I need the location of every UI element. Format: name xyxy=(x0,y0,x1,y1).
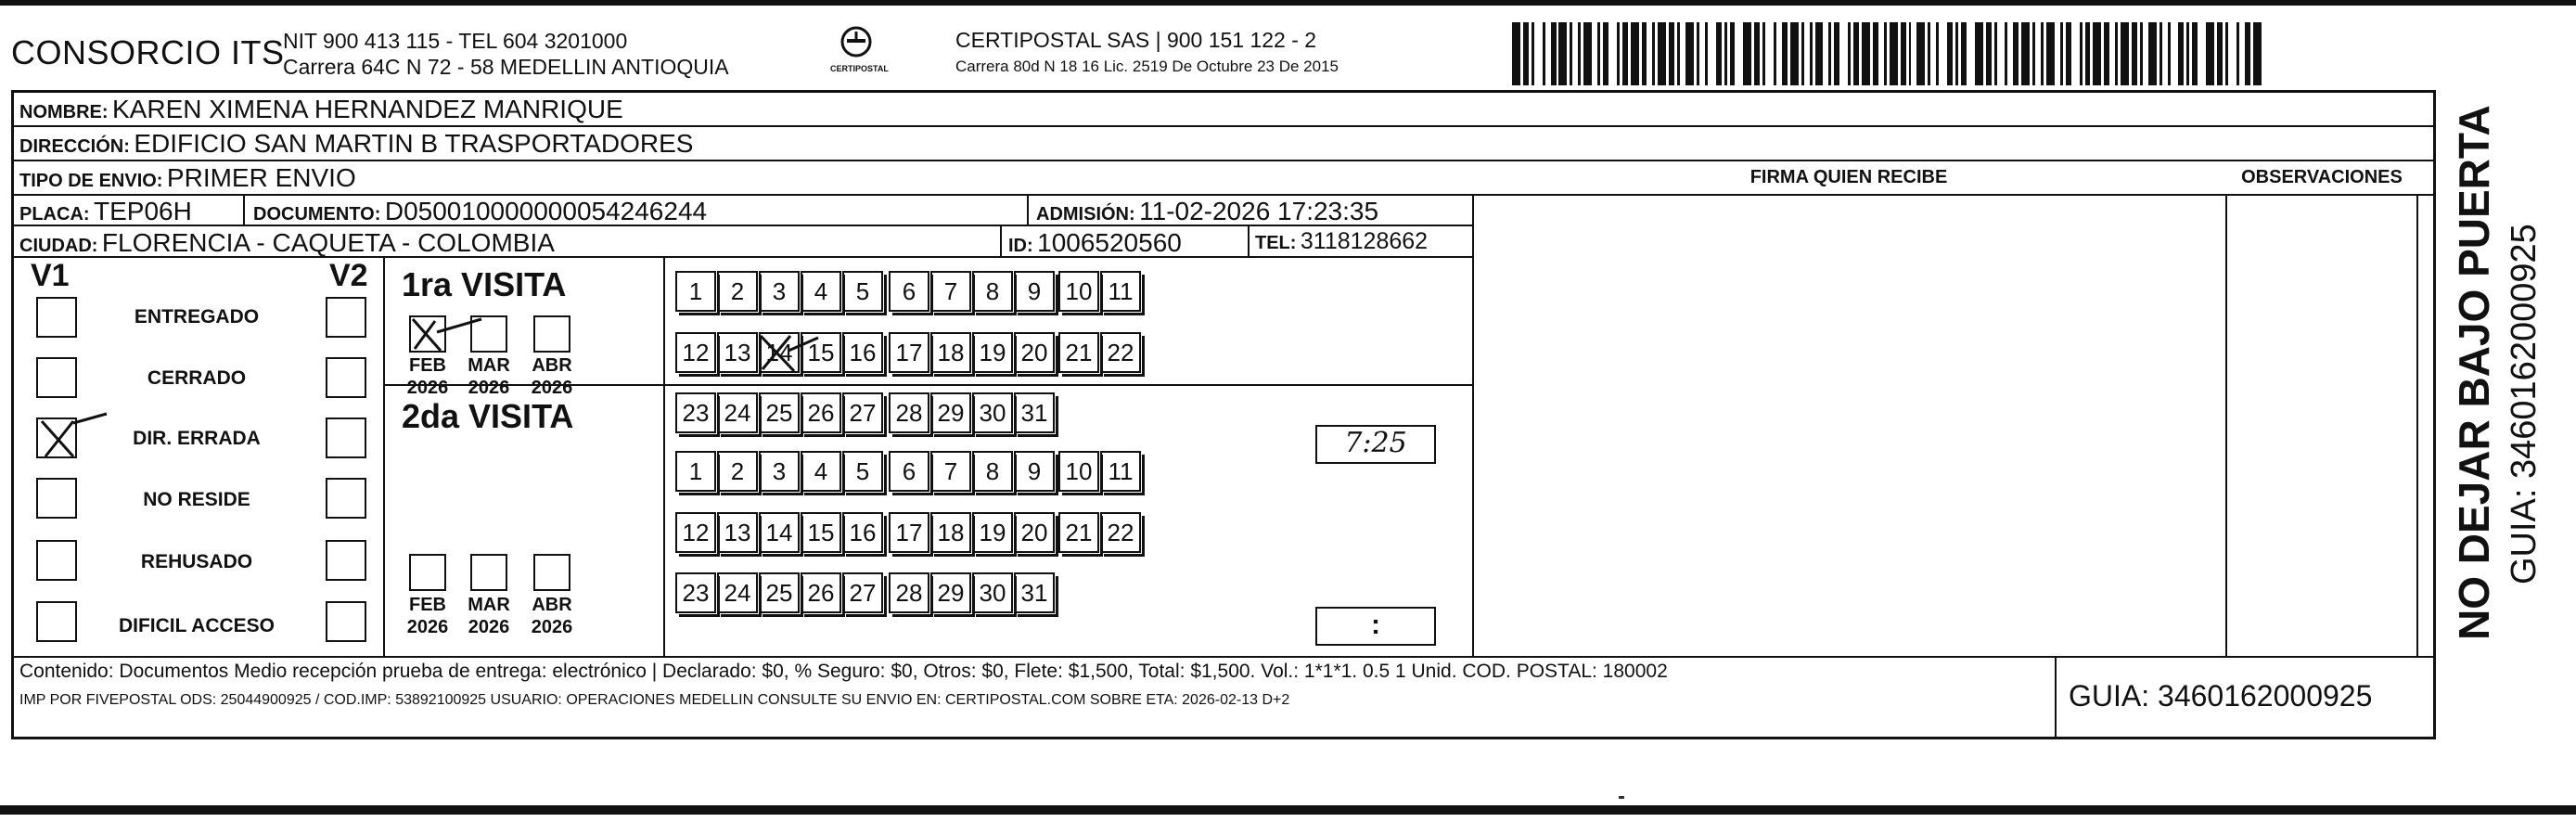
day-number: 26 xyxy=(807,398,835,427)
id-value: 1006520560 xyxy=(1037,228,1182,257)
day-number: 17 xyxy=(895,518,923,546)
first-visit-day-8[interactable] xyxy=(972,271,1013,312)
barcode-gap xyxy=(1997,22,2006,85)
day-number: 3 xyxy=(772,276,787,305)
day-number: 22 xyxy=(1107,518,1134,546)
courier-name: CERTIPOSTAL SAS | 900 151 122 - 2 xyxy=(955,28,1317,52)
day-number: 6 xyxy=(902,276,916,305)
second-visit-day-25[interactable] xyxy=(759,572,800,613)
day-number: 29 xyxy=(937,398,965,427)
second-month-mar xyxy=(459,594,519,638)
month-year: 2026 xyxy=(531,617,573,637)
first-visit-day-9[interactable] xyxy=(1014,271,1055,312)
first-visit-day-14[interactable] xyxy=(759,332,800,373)
first-visit-day-15[interactable] xyxy=(801,332,841,373)
day-number: 15 xyxy=(807,338,835,366)
document-label: DOCUMENTO: xyxy=(253,204,381,225)
document-field xyxy=(253,197,707,226)
company-name: CONSORCIO ITS xyxy=(11,33,285,71)
v2-checkbox-entregado[interactable] xyxy=(326,297,366,338)
v2-checkbox-cerrado[interactable] xyxy=(326,357,366,398)
first-visit-day-18[interactable] xyxy=(930,332,971,373)
barcode-bar xyxy=(1558,22,1567,85)
logo-icon xyxy=(838,26,875,59)
shipment-type: PRIMER ENVIO xyxy=(166,163,356,192)
day-number: 3 xyxy=(772,456,787,485)
barcode-bar xyxy=(2121,22,2129,85)
day-number: 13 xyxy=(724,338,751,366)
day-number: 12 xyxy=(682,518,710,546)
barcode-gap xyxy=(1534,22,1543,85)
day-number: 22 xyxy=(1107,338,1134,366)
barcode xyxy=(1512,22,2262,85)
v2-header: V2 xyxy=(329,258,368,293)
barcode-gap xyxy=(2071,22,2080,85)
id-label: ID: xyxy=(1008,236,1033,256)
day-number: 17 xyxy=(895,338,923,366)
status-dir-errada: DIR. ERRADA xyxy=(133,428,261,449)
status-entregado: ENTREGADO xyxy=(134,306,260,328)
first-visit-day-19[interactable] xyxy=(972,332,1013,373)
day-number: 30 xyxy=(979,398,1006,427)
second-visit-day-1[interactable] xyxy=(675,451,716,492)
barcode-bar xyxy=(1815,22,1824,85)
day-number: 24 xyxy=(724,578,751,607)
tel-label: TEL: xyxy=(1255,233,1297,253)
first-visit-day-26[interactable] xyxy=(801,392,841,433)
city-value: FLORENCIA - CAQUETA - COLOMBIA xyxy=(101,228,555,257)
shipping-form xyxy=(11,90,2436,739)
recipient-name: KAREN XIMENA HERNANDEZ MANRIQUE xyxy=(112,95,623,123)
day-number: 8 xyxy=(985,456,1000,485)
second-visit-day-3[interactable] xyxy=(759,451,800,492)
day-number: 4 xyxy=(814,456,828,485)
month-label: FEB xyxy=(409,595,446,615)
month-year: 2026 xyxy=(468,378,510,398)
footer-contents: Contenido: Documentos Medio recepción prueba de entrega: electrónico | Declarado: $0, % Seguro: $0, Otros: $0, Flete: $1,500, Total: $1,500. Vol.: 1*1*1. 0.5 1 Unid. COD. POSTAL: 180002 xyxy=(19,661,1668,682)
second-visit-day-30[interactable] xyxy=(972,572,1013,613)
top-border xyxy=(0,0,2576,6)
month-year: 2026 xyxy=(531,378,573,398)
month-year: 2026 xyxy=(468,617,510,637)
barcode-gap xyxy=(1708,22,1716,85)
first-visit-day-25[interactable] xyxy=(759,392,800,433)
barcode-bar xyxy=(2206,22,2214,85)
second-visit-day-20[interactable] xyxy=(1014,512,1055,553)
day-number: 24 xyxy=(724,398,751,427)
name-label: NOMBRE: xyxy=(19,102,109,122)
first-visit-day-2[interactable] xyxy=(717,271,758,312)
second-visit-day-5[interactable] xyxy=(842,451,883,492)
second-visit-day-7[interactable] xyxy=(930,451,971,492)
barcode-bar xyxy=(2148,22,2157,85)
day-number: 16 xyxy=(849,338,877,366)
barcode-bar xyxy=(1631,22,1639,85)
first-visit-day-13[interactable] xyxy=(717,332,758,373)
day-number: 1 xyxy=(688,456,703,485)
day-number: 31 xyxy=(1020,398,1048,427)
bottom-border xyxy=(0,805,2576,815)
name-row xyxy=(19,95,623,124)
month-label: MAR xyxy=(468,595,510,615)
day-number: 20 xyxy=(1020,338,1048,366)
first-visit-day-21[interactable] xyxy=(1058,332,1099,373)
city-field xyxy=(19,228,555,258)
second-visit-month-abr-checkbox[interactable] xyxy=(533,554,570,591)
first-visit-month-mar-checkbox[interactable] xyxy=(470,315,507,353)
barcode-bar xyxy=(1658,22,1666,85)
day-number: 9 xyxy=(1027,456,1042,485)
shipment-type-row xyxy=(19,163,356,193)
admission-field xyxy=(1036,197,1378,226)
first-visit-day-11[interactable] xyxy=(1100,271,1141,312)
v2-checkbox-rehusado[interactable] xyxy=(326,540,366,581)
company-nit: NIT 900 413 115 - TEL 604 3201000 xyxy=(283,29,628,53)
admission-value: 11-02-2026 17:23:35 xyxy=(1139,197,1379,225)
barcode-bar xyxy=(1916,22,1925,85)
second-visit-day-22[interactable] xyxy=(1100,512,1141,553)
day-number: 14 xyxy=(765,518,793,546)
barcode-gap xyxy=(1939,22,1947,85)
day-number: 5 xyxy=(855,276,870,305)
day-number: 7 xyxy=(943,276,958,305)
day-number: 9 xyxy=(1027,276,1042,305)
status-no-reside: NO RESIDE xyxy=(143,489,250,510)
plate-label: PLACA: xyxy=(19,204,90,225)
month-year: 2026 xyxy=(406,617,449,637)
day-number: 28 xyxy=(895,398,923,427)
second-visit-day-26[interactable] xyxy=(801,572,841,613)
day-number: 15 xyxy=(807,518,835,546)
barcode-bar xyxy=(1512,22,1520,85)
second-visit-day-16[interactable] xyxy=(842,512,883,553)
day-number: 1 xyxy=(688,276,703,305)
document-value: D050010000000054246244 xyxy=(384,197,708,225)
ink-dot xyxy=(1619,796,1624,799)
second-visit-day-31[interactable] xyxy=(1014,572,1055,613)
day-number: 19 xyxy=(979,518,1006,546)
first-visit-month-abr-checkbox[interactable] xyxy=(533,315,570,353)
second-visit-day-17[interactable] xyxy=(889,512,929,553)
first-visit-day-28[interactable] xyxy=(889,392,929,433)
v2-checkbox-dir-errada[interactable] xyxy=(326,417,366,458)
month-label: MAR xyxy=(468,355,510,376)
day-number: 26 xyxy=(807,578,835,607)
barcode-bar xyxy=(1975,22,1983,85)
day-number: 25 xyxy=(765,578,793,607)
address-label: DIRECCIÓN: xyxy=(19,136,130,157)
second-visit-day-6[interactable] xyxy=(889,451,929,492)
barcode-gap xyxy=(2228,22,2236,85)
month-label: FEB xyxy=(409,355,446,376)
barcode-gap xyxy=(1608,22,1617,85)
v2-checkbox-dificil-acceso[interactable] xyxy=(326,601,366,642)
day-number: 16 xyxy=(849,518,877,546)
first-visit-day-24[interactable] xyxy=(717,392,758,433)
first-visit-day-12[interactable] xyxy=(675,332,716,373)
second-visit-day-23[interactable] xyxy=(675,572,716,613)
logo-text: CERTIPOSTAL xyxy=(830,64,889,73)
day-number: 29 xyxy=(937,578,965,607)
side-guia-number: GUIA: 3460162000925 xyxy=(2505,224,2544,584)
second-visit-day-4[interactable] xyxy=(801,451,841,492)
v1-header: V1 xyxy=(31,258,70,293)
first-visit-day-27[interactable] xyxy=(842,392,883,433)
day-number: 19 xyxy=(979,338,1006,366)
status-rehusado: REHUSADO xyxy=(140,551,253,572)
first-month-mar xyxy=(459,354,519,399)
admission-label: ADMISIÓN: xyxy=(1036,204,1135,225)
shipment-type-label: TIPO DE ENVIO: xyxy=(19,171,163,191)
first-month-feb xyxy=(398,354,457,399)
barcode-bar xyxy=(1890,22,1898,85)
plate-value: TEP06H xyxy=(94,197,192,225)
month-year: 2026 xyxy=(406,378,449,398)
first-visit-day-20[interactable] xyxy=(1014,332,1055,373)
first-month-abr xyxy=(522,354,582,399)
barcode-bar xyxy=(2093,22,2101,85)
first-visit-day-16[interactable] xyxy=(842,332,883,373)
first-visit-day-7[interactable] xyxy=(930,271,971,312)
barcode-bar xyxy=(2046,22,2055,85)
first-visit-day-31[interactable] xyxy=(1014,392,1055,433)
certipostal-logo xyxy=(830,26,889,80)
second-visit-day-19[interactable] xyxy=(972,512,1013,553)
side-no-dejar-bajo-puerta: NO DEJAR BAJO PUERTA xyxy=(2450,105,2498,640)
day-number: 11 xyxy=(1108,276,1134,305)
day-number: 18 xyxy=(937,518,965,546)
first-visit-time[interactable]: 7:25 xyxy=(1315,425,1436,464)
day-number: 31 xyxy=(1020,578,1048,607)
second-visit-day-12[interactable] xyxy=(675,512,716,553)
second-visit-month-feb-checkbox[interactable] xyxy=(409,554,446,591)
second-month-feb xyxy=(398,594,457,638)
barcode-bar xyxy=(1862,22,1870,85)
first-visit-day-4[interactable] xyxy=(801,271,841,312)
day-number: 4 xyxy=(814,276,828,305)
day-number: 2 xyxy=(730,456,745,485)
second-month-abr xyxy=(522,594,582,638)
status-cerrado: CERRADO xyxy=(147,367,247,389)
observations-header: OBSERVACIONES xyxy=(2241,167,2403,187)
day-number: 11 xyxy=(1108,456,1134,485)
second-visit-time[interactable]: : xyxy=(1315,607,1436,646)
company-address: Carrera 64C N 72 - 58 MEDELLIN ANTIOQUIA xyxy=(283,55,729,79)
second-visit-day-13[interactable] xyxy=(717,512,758,553)
first-visit-day-23[interactable] xyxy=(675,392,716,433)
address-row xyxy=(19,129,693,159)
second-visit-day-29[interactable] xyxy=(930,572,971,613)
day-number: 7 xyxy=(943,456,958,485)
second-visit-month-mar-checkbox[interactable] xyxy=(470,554,507,591)
v2-checkbox-no-reside[interactable] xyxy=(326,478,366,519)
second-visit-day-18[interactable] xyxy=(930,512,971,553)
city-label: CIUDAD: xyxy=(19,236,98,256)
barcode-gap xyxy=(1735,22,1743,85)
second-visit-day-28[interactable] xyxy=(889,572,929,613)
second-visit-day-10[interactable] xyxy=(1058,451,1099,492)
first-visit-day-1[interactable] xyxy=(675,271,716,312)
second-visit-day-8[interactable] xyxy=(972,451,1013,492)
month-label: ABR xyxy=(532,355,572,376)
day-number: 5 xyxy=(855,456,870,485)
day-number: 23 xyxy=(682,578,710,607)
first-visit-day-30[interactable] xyxy=(972,392,1013,433)
month-label: ABR xyxy=(532,595,572,615)
footer-guia: GUIA: 3460162000925 xyxy=(2069,679,2373,713)
first-visit-day-17[interactable] xyxy=(889,332,929,373)
day-number: 12 xyxy=(682,338,710,366)
day-number: 13 xyxy=(724,518,751,546)
day-number: 23 xyxy=(682,398,710,427)
day-number: 21 xyxy=(1065,518,1093,546)
barcode-bar xyxy=(1583,22,1592,85)
first-visit-day-6[interactable] xyxy=(889,271,929,312)
day-number: 6 xyxy=(902,456,916,485)
day-number: 30 xyxy=(979,578,1006,607)
id-field xyxy=(1008,228,1182,258)
tel-field xyxy=(1255,228,1428,255)
day-number: 20 xyxy=(1020,518,1048,546)
first-visit-day-3[interactable] xyxy=(759,271,800,312)
status-dificil-acceso: DIFICIL ACCESO xyxy=(118,615,275,636)
second-visit-day-27[interactable] xyxy=(842,572,883,613)
day-number: 10 xyxy=(1065,456,1093,485)
recipient-address: EDIFICIO SAN MARTIN B TRASPORTADORES xyxy=(134,129,694,158)
barcode-bar xyxy=(1743,22,1751,85)
first-visit-month-feb-checkbox[interactable] xyxy=(409,315,446,353)
signature-header: FIRMA QUIEN RECIBE xyxy=(1749,167,1948,187)
first-visit-title: 1ra VISITA xyxy=(402,265,567,303)
day-number: 25 xyxy=(765,398,793,427)
barcode-gap xyxy=(1967,22,1975,85)
day-number: 14 xyxy=(765,338,793,366)
plate-field xyxy=(19,197,192,226)
second-visit-day-15[interactable] xyxy=(801,512,841,553)
footer-print-info: IMP POR FIVEPOSTAL ODS: 25044900925 / COD.IMP: 53892100925 USUARIO: OPERACIONES MEDELLIN CONSULTE SU ENVIO EN: CERTIPOSTAL.COM SOBRE ETA: 2026-02-13 D+2 xyxy=(19,692,1290,708)
barcode-gap xyxy=(2198,22,2206,85)
second-visit-day-2[interactable] xyxy=(717,451,758,492)
second-visit-day-14[interactable] xyxy=(759,512,800,553)
first-visit-day-5[interactable] xyxy=(842,271,883,312)
day-number: 2 xyxy=(730,276,745,305)
barcode-bar xyxy=(2253,22,2262,85)
courier-address: Carrera 80d N 18 16 Lic. 2519 De Octubre 23 De 2015 xyxy=(955,58,1339,75)
barcode-gap xyxy=(2171,22,2179,85)
barcode-gap xyxy=(1839,22,1848,85)
day-number: 21 xyxy=(1065,338,1093,366)
day-number: 8 xyxy=(985,276,1000,305)
barcode-gap xyxy=(1765,22,1774,85)
day-number: 10 xyxy=(1065,276,1093,305)
first-visit-day-10[interactable] xyxy=(1058,271,1099,312)
first-visit-day-22[interactable] xyxy=(1100,332,1141,373)
first-visit-day-29[interactable] xyxy=(930,392,971,433)
barcode-bar xyxy=(1685,22,1694,85)
day-number: 27 xyxy=(849,578,877,607)
barcode-bar xyxy=(1790,22,1799,85)
second-visit-title: 2da VISITA xyxy=(402,397,574,435)
day-number: 27 xyxy=(849,398,877,427)
second-visit-day-11[interactable] xyxy=(1100,451,1141,492)
second-visit-day-21[interactable] xyxy=(1058,512,1099,553)
second-visit-day-24[interactable] xyxy=(717,572,758,613)
barcode-bar xyxy=(2021,22,2030,85)
day-number: 18 xyxy=(937,338,965,366)
day-number: 28 xyxy=(895,578,923,607)
second-visit-day-9[interactable] xyxy=(1014,451,1055,492)
tel-value: 3118128662 xyxy=(1300,228,1429,254)
